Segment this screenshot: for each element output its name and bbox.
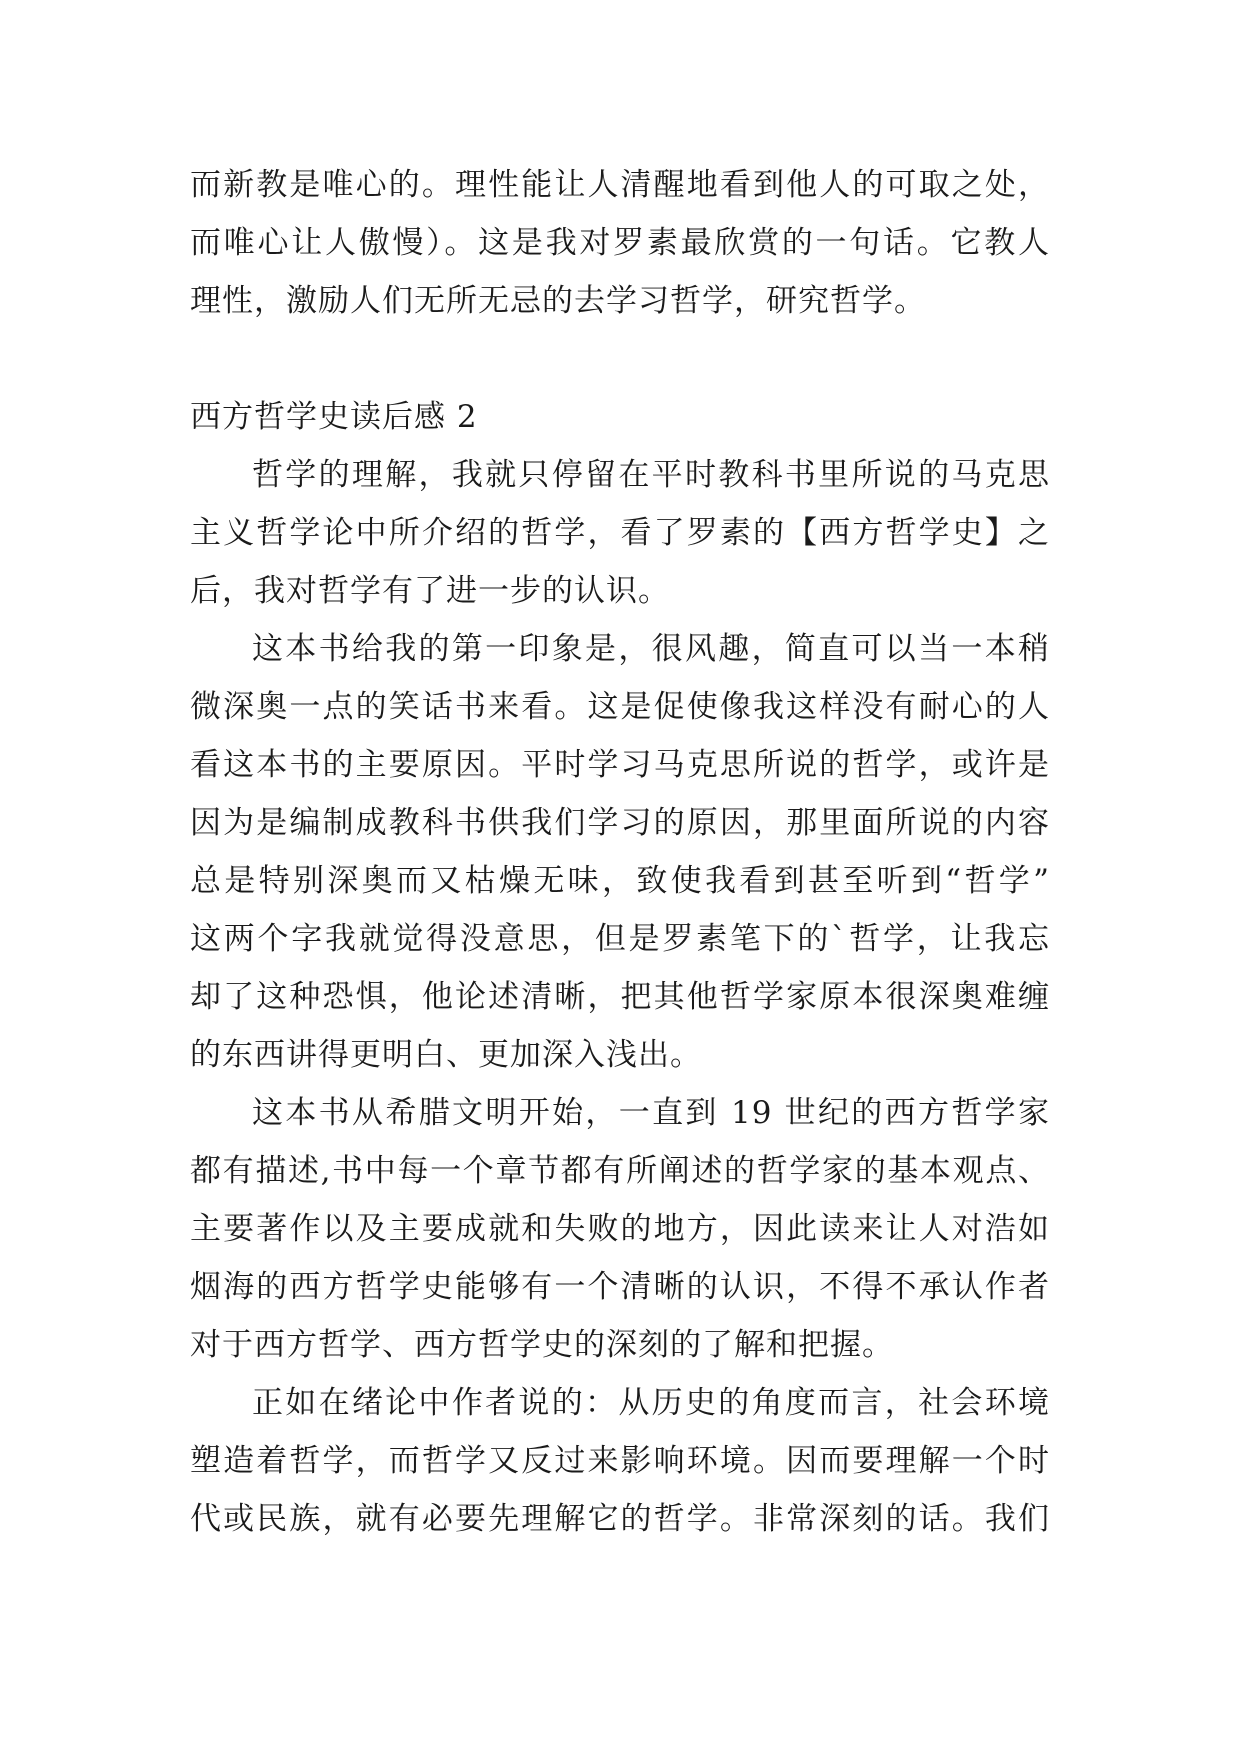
text-line: 哲学的理解，我就只停留在平时教科书里所说的马克思 <box>252 457 1050 493</box>
text-line: 却了这种恐惧，他论述清晰，把其他哲学家原本很深奥难缠 <box>190 979 1050 1015</box>
text-line: 而唯心让人傲慢）。这是我对罗素最欣赏的一句话。它教人 <box>190 225 1050 261</box>
text-line: 主义哲学论中所介绍的哲学，看了罗素的【西方哲学史】之 <box>190 515 1050 551</box>
paragraph <box>190 620 1050 1084</box>
text-line: 后，我对哲学有了进一步的认识。 <box>190 573 670 609</box>
text-line: 代或民族，就有必要先理解它的哲学。非常深刻的话。我们 <box>190 1501 1050 1537</box>
body-text <box>190 446 1050 1548</box>
text-line: 看这本书的主要原因。平时学习马克思所说的哲学，或许是 <box>190 747 1050 783</box>
text-line: 理性，激励人们无所无忌的去学习哲学，研究哲学。 <box>190 283 926 319</box>
text-line: 微深奥一点的笑话书来看。这是促使像我这样没有耐心的人 <box>190 689 1050 725</box>
text-line: 烟海的西方哲学史能够有一个清晰的认识，不得不承认作者 <box>190 1269 1050 1305</box>
text-line: 而新教是唯心的。理性能让人清醒地看到他人的可取之处， <box>190 167 1050 203</box>
text-line: 都有描述,书中每一个章节都有所阐述的哲学家的基本观点、 <box>190 1153 1050 1189</box>
paragraph <box>190 1084 1050 1374</box>
text-line: 对于西方哲学、西方哲学史的深刻的了解和把握。 <box>190 1327 894 1363</box>
text-line: 因为是编制成教科书供我们学习的原因，那里面所说的内容 <box>190 805 1050 841</box>
paragraph <box>190 446 1050 620</box>
text-line: 总是特别深奥而又枯燥无味，致使我看到甚至听到“哲学” <box>190 863 1050 899</box>
text-line: 主要著作以及主要成就和失败的地方，因此读来让人对浩如 <box>190 1211 1050 1247</box>
text-line: 这本书从希腊文明开始，一直到 19 世纪的西方哲学家 <box>252 1095 1050 1131</box>
text-line: 塑造着哲学，而哲学又反过来影响环境。因而要理解一个时 <box>190 1443 1050 1479</box>
text-line: 的东西讲得更明白、更加深入浅出。 <box>190 1037 702 1073</box>
section-title: 西方哲学史读后感 2 <box>190 399 478 435</box>
text-line: 这本书给我的第一印象是，很风趣，简直可以当一本稍 <box>252 631 1050 667</box>
continuation-paragraph <box>190 156 1050 330</box>
text-line: 这两个字我就觉得没意思，但是罗素笔下的`哲学，让我忘 <box>190 921 1050 957</box>
paragraph <box>190 1374 1050 1548</box>
section-title-block <box>190 388 1050 446</box>
text-line: 正如在绪论中作者说的：从历史的角度而言，社会环境 <box>252 1385 1050 1421</box>
